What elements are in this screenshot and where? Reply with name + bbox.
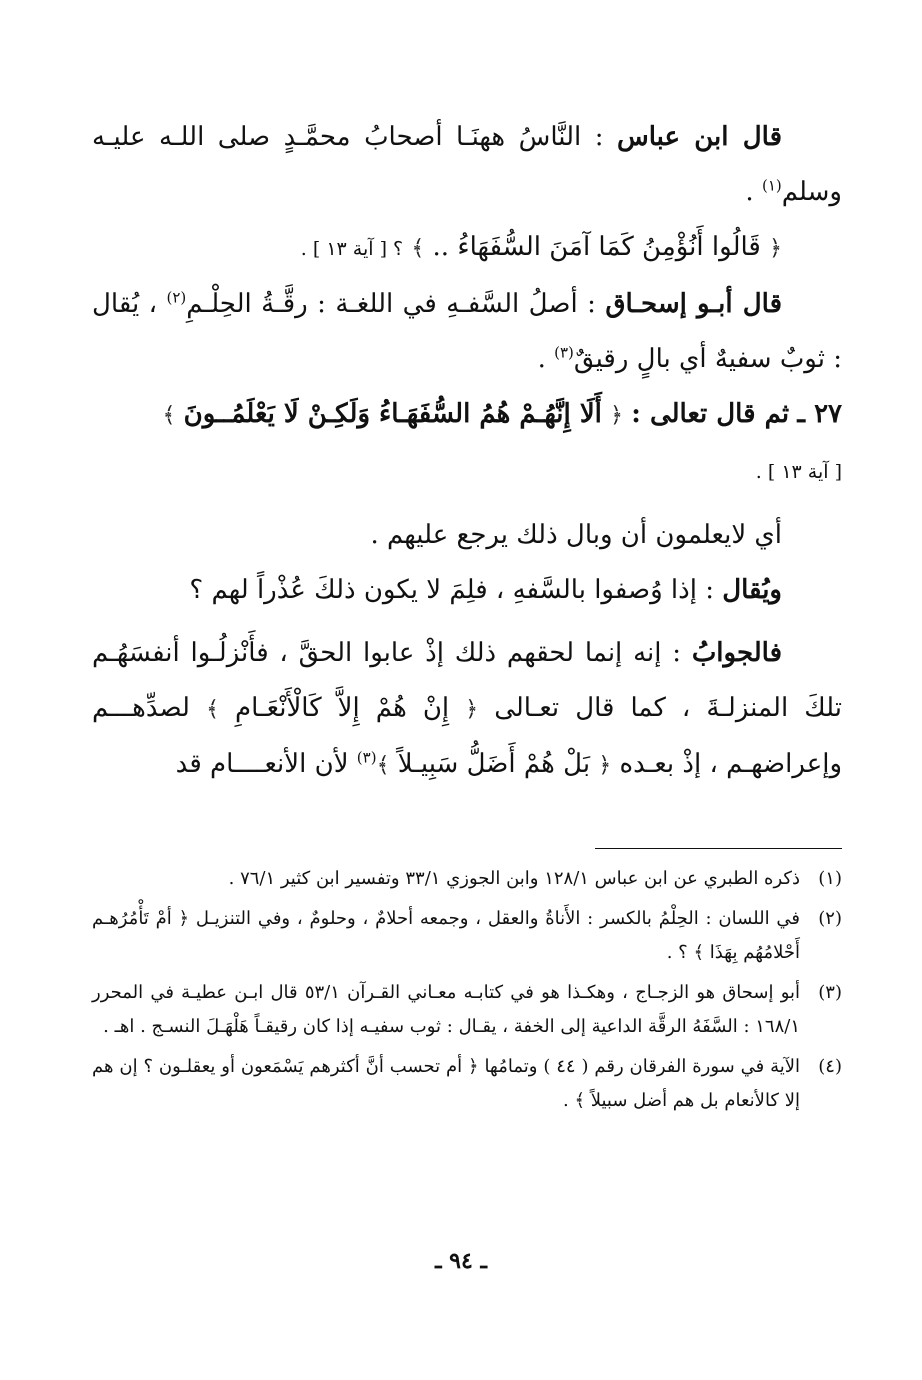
ornate-bracket-close-icon: ﴾ (162, 403, 176, 428)
paragraph-text: : أصلُ السَّفـهِ في اللغـة : رقَّـةُ الحِلْـمِ (186, 289, 596, 319)
footnote-text: في اللسان : الحِلْمُ بالكسر : الأَناةُ والعقل ، وجمعه أحلامٌ ، وحلومٌ ، وفي التنزيـل ﴿ أمْ تَأْمُرُهـم أَحْلامُهُم بِهَذَا ﴾ ؟ . (92, 908, 800, 963)
paragraph-text: لصدِّهـــم وإعراضهـم ، إذْ بعـده (92, 693, 842, 779)
paragraph-abu-ishaq (92, 277, 842, 387)
spacer (92, 618, 842, 626)
paragraph-end: . (537, 344, 546, 374)
footnote-ref: (٢) (166, 288, 187, 307)
speaker-label: قال أبـو إسحـاق (605, 289, 783, 319)
ornate-bracket-open-icon: ﴿ (769, 236, 782, 261)
footnote-item (92, 902, 842, 970)
verse-number: ٢٧ ـ (797, 399, 842, 429)
paragraph-text: : النَّاسُ ههنَـا أصحابُ محمَّـدٍ صلى اللـه عليـه وسلم (92, 122, 842, 207)
ornate-bracket-close-icon: ﴾ (206, 697, 219, 722)
footnote-divider (595, 848, 842, 849)
main-text (92, 110, 842, 793)
ornate-bracket-close-icon: ﴾ (411, 236, 425, 261)
paragraph-text: أي لايعلمون أن وبال ذلك يرجع عليهم . (370, 520, 782, 550)
paragraph-text: لأن الأنعــــام قد (175, 749, 349, 779)
footnote-item (92, 862, 842, 896)
quran-verse: قَالُوا أَنُؤْمِنُ كَمَا آمَنَ السُّفَهَاءُ .. (432, 232, 761, 262)
footnote-item (92, 976, 842, 1044)
quran-verse: إِنْ هُمْ إِلاَّ كَالْأَنْعَـامِ (235, 693, 450, 723)
speaker-label: قال ابن عباس (616, 122, 783, 152)
quran-verse: بَلْ هُمْ أَضَلُّ سَبِيـلاً (397, 749, 591, 779)
footnote-text: ذكره الطبري عن ابن عباس ١٢٨/١ وابن الجوزي ٣٣/١ وتفسير ابن كثير ٧٦/١ . (228, 868, 800, 889)
speaker-label: ويُقال (722, 575, 782, 605)
paragraph-text: : إذا وُصفوا بالسَّفهِ ، فلِمَ لا يكون ذلكَ عُذْراً لهم ؟ (189, 575, 714, 605)
verse-reference: ؟ [ آية ١٣ ] . (300, 238, 404, 260)
quran-verse: أَلَا إِنَّهُـمْ هُمُ السُّفَهَـاءُ وَلَكِـنْ لَا يَعْلَمُــونَ (183, 399, 602, 429)
intro-text: ثم قال تعالى : (631, 399, 790, 429)
ornate-bracket-open-icon: ﴿ (465, 697, 479, 722)
paragraph-text: : إنه إنما لحقهم ذلك إذْ عابوا الحقَّ ، فأَنْزلُـوا أنفسَهُـم تلكَ المنزلـةَ ، كما قال تعـالى (92, 638, 843, 723)
speaker-label: فالجوابُ (691, 638, 783, 668)
ornate-bracket-close-icon: ﴾ (376, 753, 390, 778)
footnote-number: (٣) (818, 982, 842, 1003)
paragraph-answer (92, 626, 842, 793)
paragraph-verse-27 (92, 387, 842, 500)
footnote-item (92, 1050, 842, 1118)
paragraph-explanation (92, 508, 842, 563)
verse-reference: [ آية ١٣ ] . (755, 461, 842, 483)
footnote-number: (٢) (818, 908, 842, 929)
footnote-text: الآية في سورة الفرقان رقم ( ٤٤ ) وتمامُها ﴿ أم تحسب أنَّ أكثرهم يَسْمَعون أو يعقلـون ؟ إن هم إلا كالأنعام بل هم أضل سبيلاً ﴾ . (92, 1056, 801, 1111)
ornate-bracket-open-icon: ﴿ (598, 753, 612, 778)
spacer (92, 500, 842, 508)
paragraph-ibn-abbas (92, 110, 842, 220)
paragraph-text: ، يُقال : ثوبٌ سفيهٌ أي بالٍ رقيقٌ (92, 289, 842, 374)
paragraph-question (92, 563, 842, 618)
footnote-text: أبو إسحاق هو الزجـاج ، وهكـذا هو في كتابـه معـاني القـرآن ٥٣/١ قال ابـن عطيـة في المحرر ١٦٨/١ : السَّفَهُ الرقَّة الداعية إلى الخفة ، يقـال : ثوب سفيـه إذا كان رقيقـاً هَلْهَـلَ النسـج . اهـ . (92, 982, 800, 1037)
footnote-ref: (٣) (356, 748, 377, 767)
paragraph-ayah-quote (92, 220, 842, 277)
paragraph-end: . (745, 177, 754, 207)
ornate-bracket-open-icon: ﴿ (610, 403, 624, 428)
footnote-number: (٤) (818, 1056, 842, 1077)
footnotes-section (92, 862, 842, 1124)
footnote-ref: (١) (761, 176, 782, 195)
footnote-number: (١) (818, 868, 842, 889)
footnote-ref: (٣) (554, 343, 574, 362)
page-number: ـ ٩٤ ـ (435, 1248, 487, 1274)
